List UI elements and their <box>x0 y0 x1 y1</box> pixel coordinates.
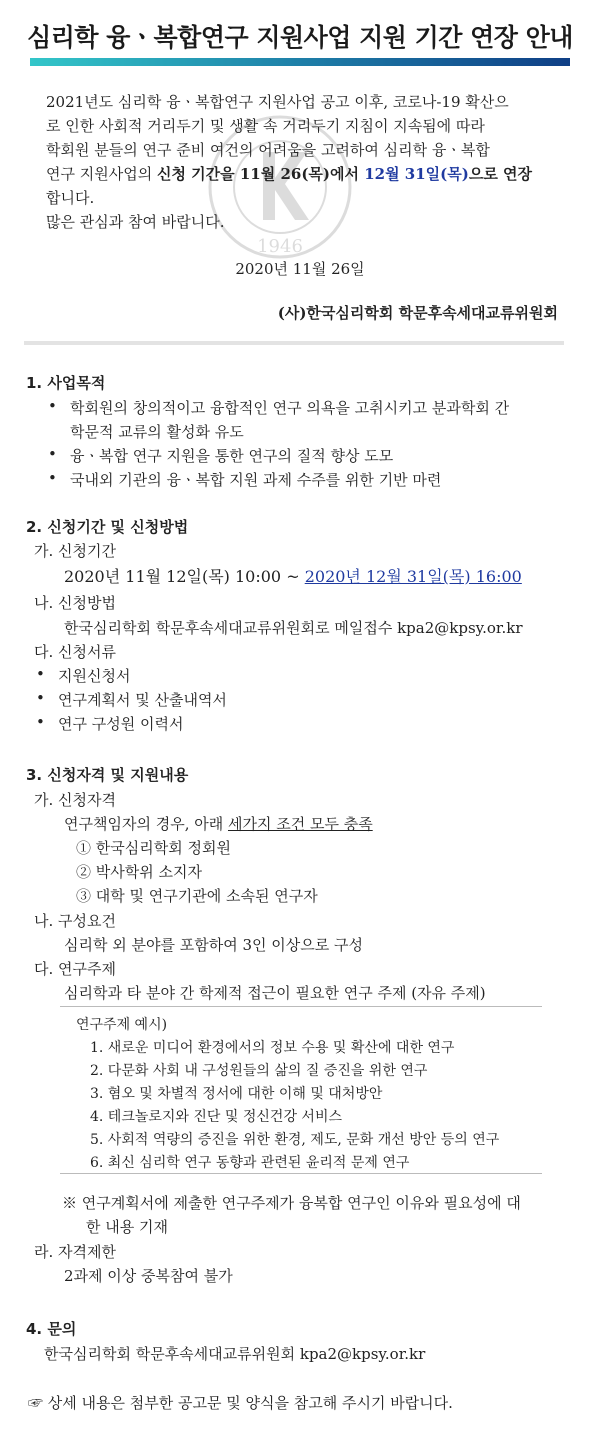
example-item: 3. 혐오 및 차별적 정서에 대한 이해 및 대처방안 <box>90 1086 383 1102</box>
divider <box>24 341 564 345</box>
condition-item: ② 박사학위 소지자 <box>76 863 202 881</box>
page-title: 심리학 융ㆍ복합연구 지원사업 지원 기간 연장 안내 <box>27 23 573 52</box>
condition-item: ③ 대학 및 연구기관에 소속된 연구자 <box>76 887 318 905</box>
subheading-restriction: 라. 자격제한 <box>34 1243 116 1261</box>
subheading-method: 나. 신청방법 <box>34 594 116 612</box>
subheading-eligibility: 가. 신청자격 <box>34 791 116 809</box>
list-item: • 연구 구성원 이력서 <box>58 713 183 734</box>
subheading-documents: 다. 신청서류 <box>34 643 116 661</box>
subheading-topic: 다. 연구주제 <box>34 960 116 978</box>
section-heading-eligibility: 3. 신청자격 및 지원내용 <box>26 766 189 784</box>
section-heading-application: 2. 신청기간 및 신청방법 <box>26 518 189 536</box>
section-heading-purpose: 1. 사업목적 <box>26 374 106 392</box>
composition-requirement: 심리학 외 분야를 포함하여 3인 이상으로 구성 <box>64 936 363 954</box>
application-method: 한국심리학회 학문후속세대교류위원회로 메일접수 kpa2@kpsy.or.kr <box>64 619 523 637</box>
list-item: • 융ㆍ복합 연구 지원을 통한 연구의 질적 향상 도모 <box>70 445 393 466</box>
eligibility-conditions: 연구책임자의 경우, 아래 세가지 조건 모두 충족 <box>64 815 373 833</box>
application-period: 2020년 11월 12일(목) 10:00 ~ 2020년 12월 31일(목) 16:00 <box>64 567 522 586</box>
example-item: 6. 최신 심리학 연구 동향과 관련된 윤리적 문제 연구 <box>90 1155 410 1171</box>
condition-item: ① 한국심리학회 정회원 <box>76 839 231 857</box>
subheading-composition: 나. 구성요건 <box>34 912 116 930</box>
section-heading-contact: 4. 문의 <box>26 1320 77 1338</box>
list-item: • 학회원의 창의적이고 융합적인 연구 의욕을 고취시키고 분과학회 간 <box>70 397 509 418</box>
example-item: 1. 새로운 미디어 환경에서의 정보 수용 및 확산에 대한 연구 <box>90 1040 455 1056</box>
restriction: 2과제 이상 중복참여 불가 <box>64 1267 233 1285</box>
footer-note: ☞ 상세 내용은 첨부한 공고문 및 양식을 참고해 주시기 바랍니다. <box>28 1394 453 1412</box>
list-item-continued: 학문적 교류의 활성화 유도 <box>70 423 244 441</box>
list-item: • 지원신청서 <box>58 665 130 686</box>
notice-date: 2020년 11월 26일 <box>235 260 365 278</box>
intro-paragraph: 2021년도 심리학 융ㆍ복합연구 지원사업 공고 이후, 코로나-19 확산으 로 인한 사회적 거리두기 및 생활 속 거리두기 지침이 지속됨에 따라 학회원 분들의 연구 준비 여건의 어려움을 고려하여 심리학 융ㆍ복합 연구 지원사업의 신청 기간을 11월 26(목)에서 12월 31일(목)으로 연장 합니다. 많은 관심과 참여 바랍니다. <box>46 93 533 231</box>
note: ※ 연구계획서에 제출한 연구주제가 융복합 연구인 이유와 필요성에 대 <box>62 1194 521 1212</box>
list-item: • 국내외 기관의 융ㆍ복합 지원 과제 수주를 위한 기반 마련 <box>70 469 441 490</box>
example-item: 4. 테크놀로지와 진단 및 정신건강 서비스 <box>90 1109 342 1125</box>
subheading-period: 가. 신청기간 <box>34 542 116 560</box>
deadline-date: 2020년 12월 31일(목) 16:00 <box>304 567 522 586</box>
note-continued: 한 내용 기재 <box>86 1218 168 1236</box>
research-topic: 심리학과 타 분야 간 학제적 접근이 필요한 연구 주제 (자유 주제) <box>64 984 486 1002</box>
emblem-year: 1946 <box>257 236 303 257</box>
title-underline-bar <box>30 58 570 66</box>
example-item: 2. 다문화 사회 내 구성원들의 삶의 질 증진을 위한 연구 <box>90 1063 428 1079</box>
organization-name: (사)한국심리학회 학문후속세대교류위원회 <box>277 304 558 322</box>
examples-title: 연구주제 예시) <box>76 1017 168 1033</box>
example-item: 5. 사회적 역량의 증진을 위한 환경, 제도, 문화 개선 방안 등의 연구 <box>90 1132 500 1148</box>
contact-info: 한국심리학회 학문후속세대교류위원회 kpa2@kpsy.or.kr <box>44 1345 426 1363</box>
list-item: • 연구계획서 및 산출내역서 <box>58 689 227 710</box>
